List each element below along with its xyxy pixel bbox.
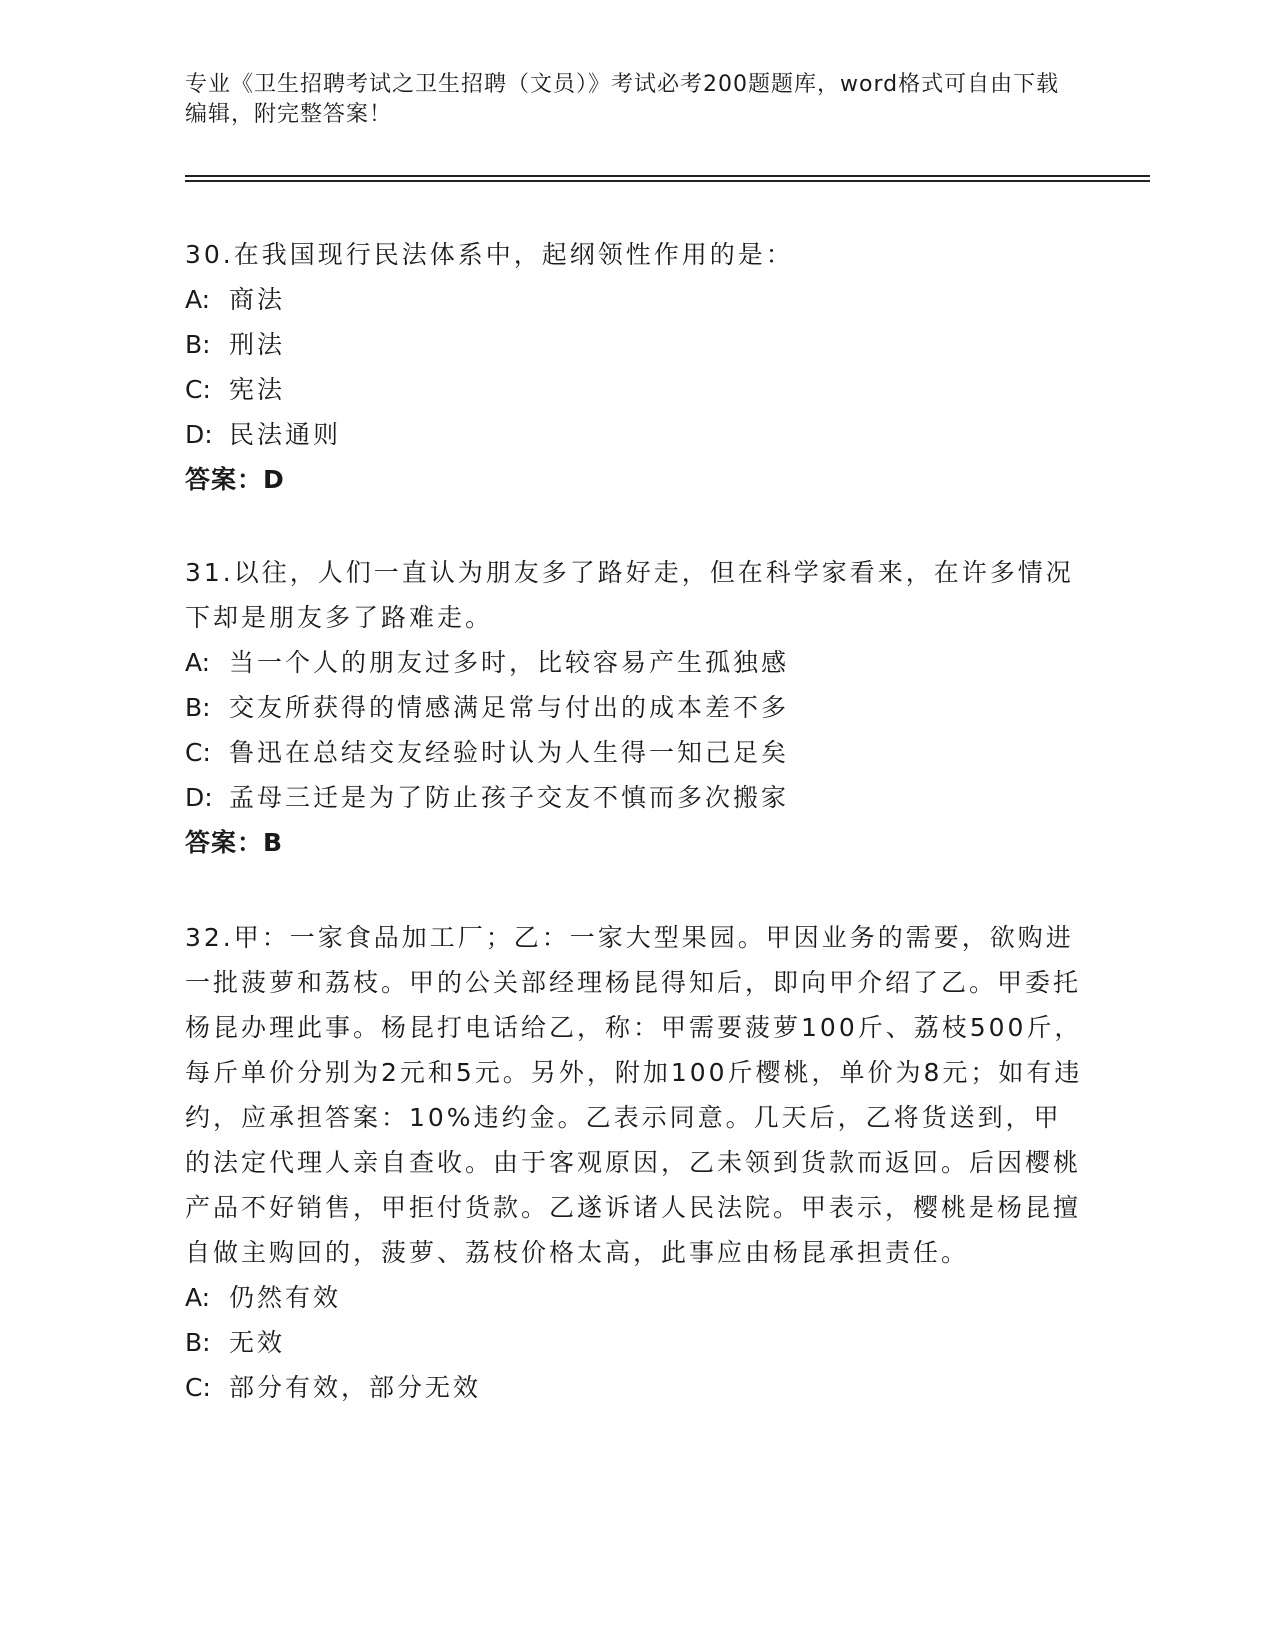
option-d — [185, 775, 1085, 820]
option-text: 民法通则 — [229, 420, 342, 449]
question-stem: 31.以往，人们一直认为朋友多了路好走，但在科学家看来，在许多情况下却是朋友多了路难走。 — [185, 558, 1074, 632]
option-letter: D: — [185, 783, 213, 812]
header-rule-bottom — [185, 180, 1150, 182]
option-letter: D: — [185, 420, 213, 449]
option-text: 交友所获得的情感满足常与付出的成本差不多 — [229, 693, 790, 722]
option-text: 当一个人的朋友过多时，比较容易产生孤独感 — [229, 648, 790, 677]
option-c — [185, 1365, 1085, 1410]
document-header: 专业《卫生招聘考试之卫生招聘（文员）》考试必考200题题库，word格式可自由下载编辑，附完整答案！ — [185, 72, 1060, 127]
question-32 — [185, 915, 1085, 1410]
option-a — [185, 640, 1085, 685]
option-text: 仍然有效 — [229, 1283, 342, 1312]
option-letter: B: — [185, 693, 211, 722]
option-letter: B: — [185, 1328, 211, 1357]
option-letter: A: — [185, 648, 211, 677]
option-a — [185, 1275, 1085, 1320]
option-text: 刑法 — [229, 330, 286, 359]
option-text: 无效 — [229, 1328, 286, 1357]
option-c — [185, 367, 1085, 412]
option-letter: A: — [185, 285, 211, 314]
option-letter: C: — [185, 1373, 211, 1402]
question-stem: 30.在我国现行民法体系中，起纲领性作用的是： — [185, 240, 794, 269]
option-text: 宪法 — [229, 375, 286, 404]
option-c — [185, 730, 1085, 775]
option-text: 鲁迅在总结交友经验时认为人生得一知己足矣 — [229, 738, 790, 767]
option-d — [185, 412, 1085, 457]
option-text: 孟母三迁是为了防止孩子交友不慎而多次搬家 — [229, 783, 790, 812]
question-stem: 32.甲：一家食品加工厂；乙：一家大型果园。甲因业务的需要，欲购进一批菠萝和荔枝。甲的公关部经理杨昆得知后，即向甲介绍了乙。甲委托杨昆办理此事。杨昆打电话给乙，称：甲需要菠萝100斤、荔枝500斤，每斤单价分别为2元和5元。另外，附加100斤樱桃，单价为8元；如有违约，应承担答案：10%违约金。乙表示同意。几天后，乙将货送到，甲的法定代理人亲自查收。由于客观原因，乙未领到货款而返回。后因樱桃产品不好销售，甲拒付货款。乙遂诉诸人民法院。甲表示，樱桃是杨昆擅自做主购回的，菠萝、荔枝价格太高，此事应由杨昆承担责任。 — [185, 923, 1083, 1267]
question-31 — [185, 550, 1085, 865]
option-text: 商法 — [229, 285, 286, 314]
option-b — [185, 685, 1085, 730]
option-letter: A: — [185, 1283, 211, 1312]
question-30 — [185, 232, 1085, 502]
option-letter: C: — [185, 375, 211, 404]
option-b — [185, 1320, 1085, 1365]
option-a — [185, 277, 1085, 322]
option-text: 部分有效，部分无效 — [229, 1373, 482, 1402]
option-b — [185, 322, 1085, 367]
question-answer: 答案：B — [185, 828, 284, 857]
option-letter: B: — [185, 330, 211, 359]
header-rule-top — [185, 175, 1150, 177]
question-answer: 答案：D — [185, 465, 285, 494]
option-letter: C: — [185, 738, 211, 767]
